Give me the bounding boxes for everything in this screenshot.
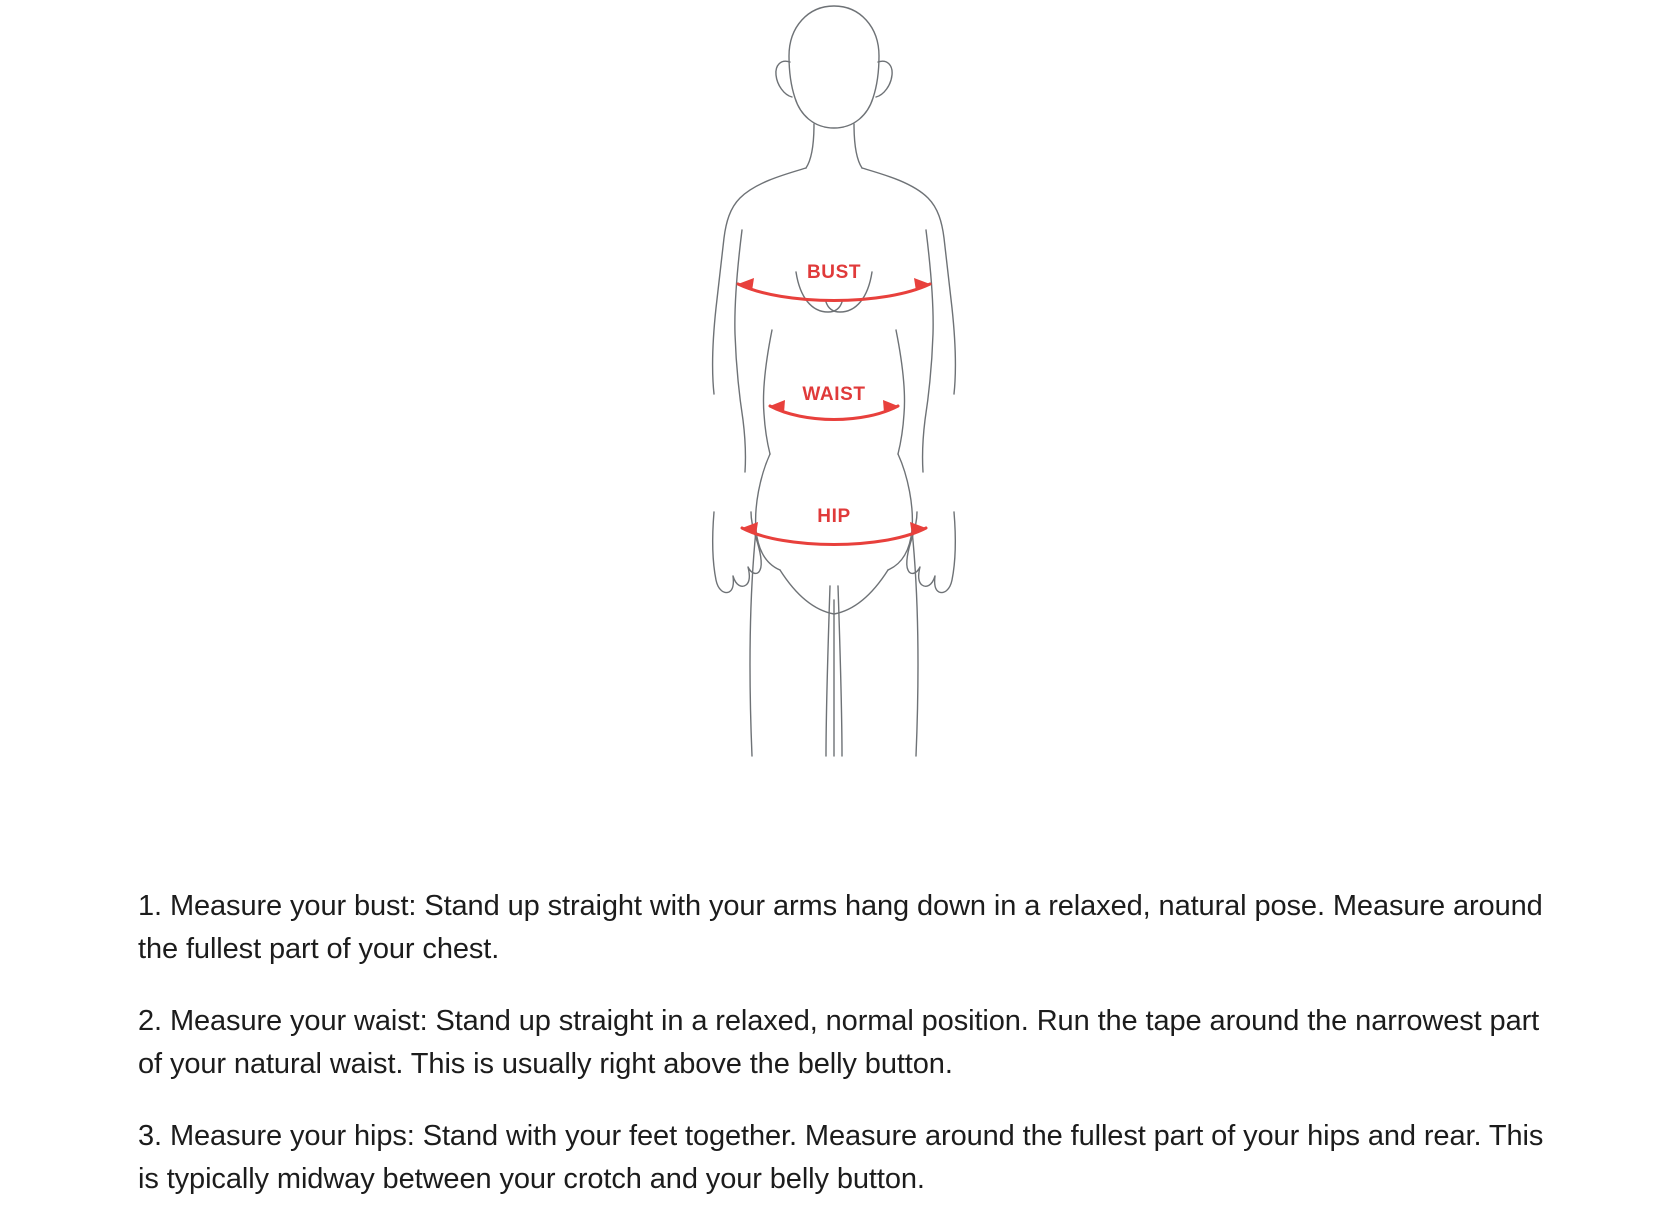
hip-right-outline [888, 454, 912, 570]
head-outline [789, 6, 879, 128]
waist-measure-band [770, 406, 898, 420]
measure-arrowheads [738, 278, 930, 535]
torso-outline-right [862, 168, 955, 394]
right-leg-outer [912, 530, 918, 756]
hip-label: HIP [817, 506, 851, 527]
hip-measure-band [742, 528, 926, 545]
torso-outline [713, 168, 806, 394]
instruction-hips: 3. Measure your hips: Stand with your feet together. Measure around the fullest part of your hips and rear. This is typically midway between your crotch and your belly button. [138, 1120, 1544, 1195]
waist-label: WAIST [802, 384, 866, 405]
left-leg-outer [750, 530, 756, 756]
neck-outline [806, 124, 814, 168]
instruction-bust: 1. Measure your bust: Stand up straight with your arms hang down in a relaxed, natural pose. Measure around the fullest part of your chest. [138, 890, 1543, 965]
left-arm-inner [735, 230, 746, 472]
waist-left-outline [763, 330, 772, 454]
body-figure-svg [624, 0, 1044, 760]
waist-right-outline [896, 330, 905, 454]
measurement-instructions [138, 856, 1558, 1230]
neck-outline-right [854, 124, 862, 168]
hip-left-outline [756, 454, 780, 570]
instruction-waist: 2. Measure your waist: Stand up straight in a relaxed, normal position. Run the tape around the narrowest part of your natural waist. This is usually right above the belly button. [138, 1005, 1540, 1080]
right-arm-inner [923, 230, 934, 472]
bust-measure-band [738, 284, 930, 301]
bust-label: BUST [806, 262, 862, 283]
bust-arrow-left [738, 278, 754, 291]
bust-arrow-right [914, 278, 930, 291]
